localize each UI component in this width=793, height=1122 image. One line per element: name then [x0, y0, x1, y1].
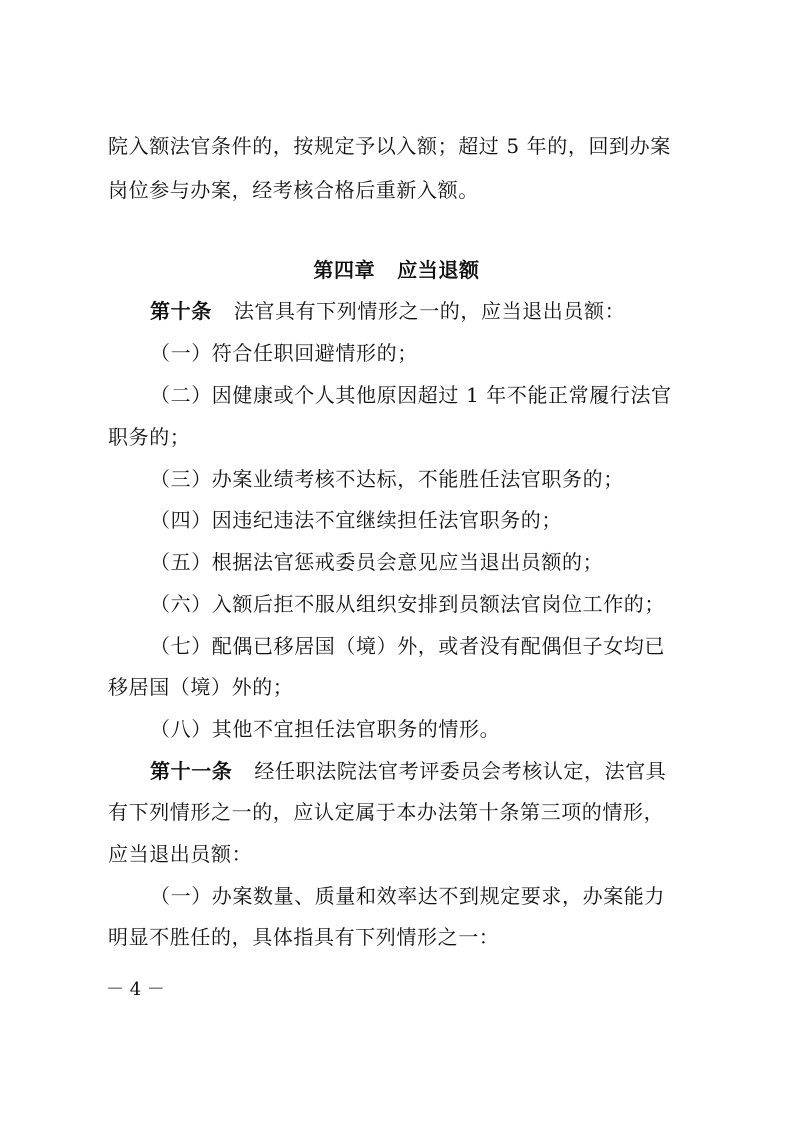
article-11-text-2: 有下列情形之一的，应认定属于本办法第十条第三项的情形，	[108, 800, 665, 824]
article-10-item-3: （三）办案业绩考核不达标，不能胜任法官职务的；	[150, 467, 624, 491]
article-10-item-5: （五）根据法官惩戒委员会意见应当退出员额的；	[150, 550, 604, 574]
article-11-item-1-cont: 明显不胜任的，具体指具有下列情形之一：	[108, 925, 500, 949]
article-10-item-4: （四）因违纪违法不宜继续担任法官职务的；	[150, 508, 562, 532]
article-11-paragraph	[150, 757, 730, 785]
article-11-text-1: 经任职法院法官考评委员会考核认定，法官具	[254, 759, 667, 783]
continuation-line-1: 院入额法官条件的，按规定予以入额；超过 5 年的，回到办案	[108, 134, 671, 158]
continuation-line-2: 岗位参与办案，经考核合格后重新入额。	[108, 178, 479, 202]
article-11-label: 第十一条	[150, 759, 233, 783]
article-10-item-7-cont: 移居国（境）外的；	[108, 675, 294, 699]
article-10-text: 法官具有下列情形之一的，应当退出员额：	[233, 299, 626, 323]
chapter-heading	[0, 256, 793, 284]
article-10-item-8: （八）其他不宜担任法官职务的情形。	[150, 717, 501, 741]
article-10-item-2: （二）因健康或个人其他原因超过 1 年不能正常履行法官	[150, 383, 672, 407]
article-11-item-1: （一）办案数量、质量和效率达不到规定要求，办案能力	[150, 884, 665, 908]
chapter-title: 应当退额	[397, 258, 480, 282]
chapter-number: 第四章	[313, 258, 376, 282]
article-10-item-2-cont: 职务的；	[108, 425, 191, 449]
article-10-item-6: （六）入额后拒不服从组织安排到员额法官岗位工作的；	[150, 592, 665, 616]
article-10-item-7: （七）配偶已移居国（境）外，或者没有配偶但子女均已	[150, 634, 665, 658]
article-10-label: 第十条	[150, 299, 212, 323]
article-11-text-3: 应当退出员额：	[108, 842, 253, 866]
article-10-paragraph	[150, 297, 730, 325]
page-number: － 4 －	[106, 979, 165, 1000]
article-10-item-1: （一）符合任职回避情形的；	[150, 341, 418, 365]
